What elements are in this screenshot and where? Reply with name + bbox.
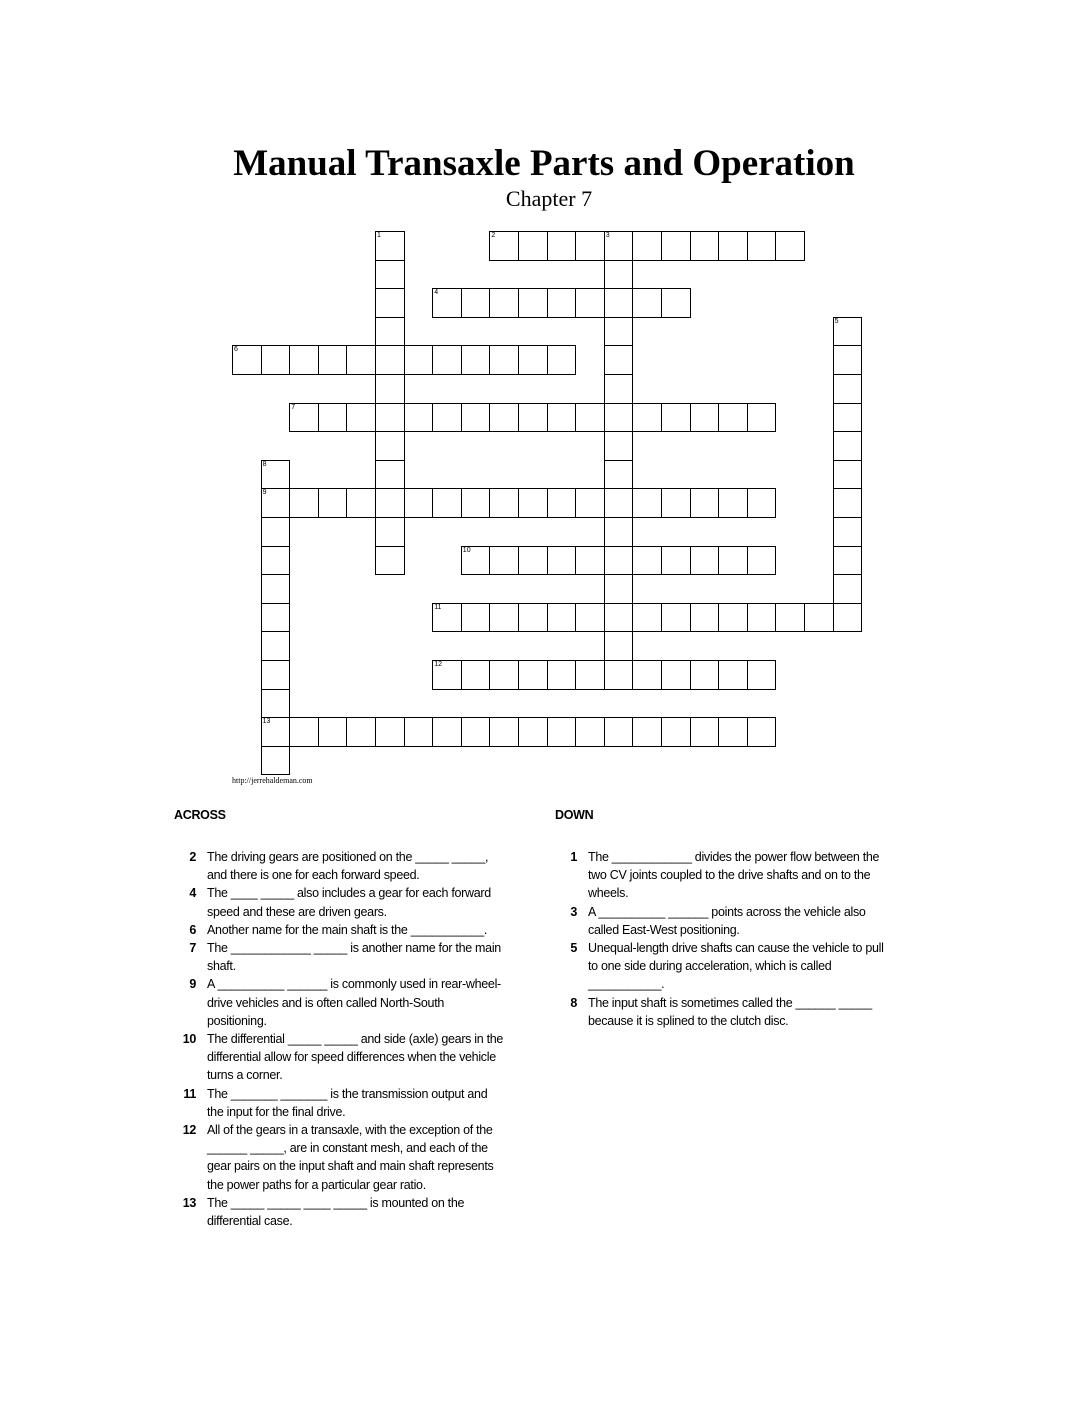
clue-number: 9 (189, 977, 196, 992)
across-clue-9 (174, 975, 504, 1030)
crossword-cell[interactable] (461, 717, 491, 747)
clue-text: A __________ ______ is commonly used in rear-wheel-drive vehicles and is often called North-South positioning. (207, 977, 501, 1028)
crossword-cell[interactable] (518, 717, 548, 747)
clue-number: 3 (570, 904, 577, 919)
crossword-cell[interactable] (604, 517, 634, 547)
crossword-cell[interactable] (661, 231, 691, 261)
crossword-cell[interactable] (718, 717, 748, 747)
clue-number: 5 (570, 941, 577, 956)
crossword-cell[interactable] (375, 488, 405, 518)
crossword-cell[interactable] (804, 603, 834, 633)
crossword-cell[interactable] (690, 546, 720, 576)
clue-text: The ____________ _____ is another name for the main shaft. (207, 941, 501, 974)
crossword-cell[interactable] (261, 517, 291, 547)
across-clue-list (174, 848, 504, 1230)
crossword-cell[interactable] (489, 717, 519, 747)
clue-number: 12 (434, 661, 442, 668)
crossword-cell[interactable] (575, 660, 605, 690)
crossword-cell[interactable] (375, 403, 405, 433)
crossword-cell[interactable] (661, 488, 691, 518)
crossword-cell[interactable] (461, 546, 491, 576)
crossword-cell[interactable] (461, 345, 491, 375)
crossword-cell[interactable] (261, 546, 291, 576)
crossword-cell[interactable] (261, 460, 291, 490)
crossword-cell[interactable] (690, 717, 720, 747)
across-clue-12 (174, 1121, 504, 1194)
crossword-cell[interactable] (604, 603, 634, 633)
crossword-cell[interactable] (632, 717, 662, 747)
crossword-cell[interactable] (432, 403, 462, 433)
down-heading: DOWN (555, 808, 594, 822)
crossword-cell[interactable] (318, 345, 348, 375)
crossword-cell[interactable] (318, 403, 348, 433)
crossword-cell[interactable] (575, 603, 605, 633)
clue-number: 6 (234, 346, 238, 354)
crossword-cell[interactable] (318, 717, 348, 747)
crossword-cell[interactable] (690, 231, 720, 261)
across-heading: ACROSS (174, 808, 226, 822)
crossword-cell[interactable] (432, 488, 462, 518)
crossword-cell[interactable] (747, 231, 777, 261)
crossword-cell[interactable] (632, 660, 662, 690)
crossword-cell[interactable] (661, 546, 691, 576)
crossword-cell[interactable] (232, 345, 262, 375)
crossword-cell[interactable] (833, 345, 863, 375)
crossword-cell[interactable] (432, 345, 462, 375)
crossword-cell[interactable] (518, 603, 548, 633)
across-clue-7 (174, 939, 504, 975)
clue-text: The input shaft is sometimes called the ______ _____ because it is splined to the clutch disc. (588, 995, 872, 1028)
crossword-cell[interactable] (575, 231, 605, 261)
page-title: Manual Transaxle Parts and Operation (233, 143, 855, 184)
crossword-cell[interactable] (690, 603, 720, 633)
down-clues (555, 808, 885, 1030)
crossword-cell[interactable] (661, 403, 691, 433)
clue-text: All of the gears in a transaxle, with the exception of the ______ _____, are in constant mesh, and each of the gear pairs on the input shaft and main shaft represents the power paths for a particular gear ratio. (207, 1123, 494, 1192)
crossword-cell[interactable] (261, 631, 291, 661)
crossword-cell[interactable] (518, 288, 548, 318)
crossword-cell[interactable] (547, 488, 577, 518)
clue-number: 9 (262, 489, 267, 497)
crossword-cell[interactable] (833, 546, 863, 576)
clue-text: The _____ _____ ____ _____ is mounted on the differential case. (207, 1195, 465, 1229)
crossword-cell[interactable] (518, 546, 548, 576)
crossword-cell[interactable] (375, 460, 405, 490)
crossword-cell[interactable] (261, 660, 291, 690)
crossword-cell[interactable] (632, 546, 662, 576)
clue-text: Another name for the main shaft is the ___________. (207, 922, 488, 937)
crossword-cell[interactable] (547, 345, 577, 375)
crossword-cell[interactable] (833, 603, 863, 633)
crossword-cell[interactable] (604, 631, 634, 661)
crossword-cell[interactable] (575, 403, 605, 433)
crossword-cell[interactable] (461, 403, 491, 433)
crossword-cell[interactable] (604, 460, 634, 490)
crossword-cell[interactable] (547, 717, 577, 747)
crossword-cell[interactable] (747, 717, 777, 747)
crossword-cell[interactable] (261, 345, 291, 375)
crossword-cell[interactable] (461, 288, 491, 318)
page-subtitle: Chapter 7 (505, 186, 593, 211)
crossword-cell[interactable] (547, 603, 577, 633)
across-clue-13 (174, 1194, 504, 1230)
across-clue-6 (174, 921, 504, 939)
crossword-cell[interactable] (604, 660, 634, 690)
clue-number: 10 (182, 1032, 196, 1047)
crossword-cell[interactable] (833, 374, 863, 404)
crossword-cell[interactable] (346, 488, 376, 518)
crossword-cell[interactable] (489, 488, 519, 518)
crossword-cell[interactable] (604, 288, 634, 318)
crossword-cell[interactable] (575, 288, 605, 318)
crossword-cell[interactable] (375, 431, 405, 461)
crossword-cell[interactable] (718, 231, 748, 261)
crossword-cell[interactable] (289, 345, 319, 375)
crossword-cell[interactable] (404, 345, 434, 375)
down-clue-list (555, 848, 885, 1030)
clue-number: 3 (605, 232, 610, 239)
crossword-cell[interactable] (575, 546, 605, 576)
crossword-cell[interactable] (547, 546, 577, 576)
crossword-cell[interactable] (718, 488, 748, 518)
clue-text: The _______ _______ is the transmission output and the input for the final drive. (207, 1086, 488, 1119)
crossword-cell[interactable] (289, 488, 319, 518)
clue-text: The ____________ divides the power flow between the two CV joints coupled to the drive shafts and on to the wheels. (588, 850, 880, 901)
crossword-cell[interactable] (261, 603, 291, 633)
across-clue-11 (174, 1085, 504, 1121)
across-clue-2 (174, 848, 504, 884)
clue-number: 2 (491, 232, 496, 239)
clue-number: 11 (183, 1086, 196, 1101)
crossword-cell[interactable] (375, 517, 405, 547)
crossword-cell[interactable] (833, 517, 863, 547)
crossword-cell[interactable] (575, 488, 605, 518)
crossword-cell[interactable] (604, 231, 634, 261)
crossword-cell[interactable] (632, 288, 662, 318)
clue-number: 11 (434, 603, 442, 611)
down-clue-3 (555, 903, 885, 939)
crossword-cell[interactable] (461, 660, 491, 690)
crossword-cell[interactable] (833, 317, 863, 347)
crossword-cell[interactable] (261, 689, 291, 719)
crossword-cell[interactable] (718, 403, 748, 433)
clue-text: Unequal-length drive shafts can cause the vehicle to pull to one side during acceleration, which is called ___________. (588, 941, 884, 992)
crossword-cell[interactable] (375, 260, 405, 290)
crossword-cell[interactable] (833, 403, 863, 433)
clue-number: 4 (189, 886, 196, 901)
down-clue-8 (555, 994, 885, 1030)
crossword-cell[interactable] (604, 574, 634, 604)
crossword-cell[interactable] (604, 317, 634, 347)
clue-number: 10 (462, 546, 471, 554)
crossword-cell[interactable] (775, 603, 805, 633)
clue-number: 2 (189, 850, 196, 864)
across-clue-4 (174, 884, 504, 920)
crossword-cell[interactable] (775, 231, 805, 261)
crossword-cell[interactable] (547, 288, 577, 318)
crossword-cell[interactable] (604, 717, 634, 747)
across-clues (174, 808, 504, 1230)
crossword-cell[interactable] (346, 403, 376, 433)
crossword-cell[interactable] (489, 660, 519, 690)
clue-text: A __________ ______ points across the vehicle also called East-West positioning. (588, 904, 866, 937)
crossword-cell[interactable] (604, 488, 634, 518)
clue-number: 8 (262, 460, 267, 468)
crossword-cell[interactable] (375, 546, 405, 576)
crossword-cell[interactable] (632, 403, 662, 433)
crossword-cell[interactable] (318, 488, 348, 518)
crossword-cell[interactable] (518, 660, 548, 690)
crossword-cell[interactable] (346, 345, 376, 375)
clue-text: The driving gears are positioned on the _____ _____, and there is one for each forward speed. (207, 850, 489, 883)
crossword-cell[interactable] (604, 403, 634, 433)
crossword-cell[interactable] (518, 403, 548, 433)
crossword-cell[interactable] (547, 660, 577, 690)
clue-number: 7 (189, 941, 196, 956)
crossword-cell[interactable] (489, 231, 519, 261)
crossword-cell[interactable] (604, 546, 634, 576)
crossword-cell[interactable] (747, 488, 777, 518)
across-clue-10 (174, 1030, 504, 1085)
clue-number: 13 (262, 718, 271, 726)
crossword-cell[interactable] (547, 403, 577, 433)
crossword-cell[interactable] (375, 717, 405, 747)
crossword-cell[interactable] (261, 574, 291, 604)
crossword-cell[interactable] (547, 231, 577, 261)
clue-text: The ____ _____ also includes a gear for each forward speed and these are driven gears. (207, 886, 491, 919)
down-clue-1 (555, 848, 885, 903)
clue-text: The differential _____ _____ and side (axle) gears in the differential allow for speed differences when the vehicle turns a corner. (207, 1032, 504, 1083)
crossword-cell[interactable] (661, 603, 691, 633)
crossword-cell[interactable] (489, 546, 519, 576)
crossword-cell[interactable] (575, 717, 605, 747)
crossword-cell[interactable] (604, 431, 634, 461)
clue-number: 1 (377, 232, 381, 239)
crossword-cell[interactable] (289, 403, 319, 433)
crossword-cell[interactable] (375, 317, 405, 347)
crossword-cell[interactable] (461, 488, 491, 518)
crossword-cell[interactable] (432, 288, 462, 318)
crossword-cell[interactable] (432, 660, 462, 690)
crossword-cell[interactable] (375, 345, 405, 375)
crossword-cell[interactable] (375, 374, 405, 404)
clue-number: 12 (182, 1123, 196, 1138)
crossword-cell[interactable] (833, 488, 863, 518)
crossword-cell[interactable] (489, 288, 519, 318)
crossword-cell[interactable] (375, 288, 405, 318)
crossword-cell[interactable] (461, 603, 491, 633)
down-clue-5 (555, 939, 885, 994)
clue-number: 13 (182, 1195, 196, 1210)
crossword-cell[interactable] (604, 374, 634, 404)
crossword-cell[interactable] (632, 231, 662, 261)
crossword-cell[interactable] (833, 574, 863, 604)
crossword-cell[interactable] (404, 717, 434, 747)
crossword-cell[interactable] (661, 717, 691, 747)
crossword-cell[interactable] (661, 660, 691, 690)
crossword-cell[interactable] (747, 546, 777, 576)
crossword-cell[interactable] (690, 660, 720, 690)
crossword-cell[interactable] (375, 231, 405, 261)
crossword-cell[interactable] (833, 431, 863, 461)
clue-number: 1 (570, 850, 577, 864)
crossword-cell[interactable] (489, 403, 519, 433)
clue-number: 8 (570, 995, 577, 1010)
crossword-cell[interactable] (718, 660, 748, 690)
crossword-cell[interactable] (518, 231, 548, 261)
crossword-cell[interactable] (833, 460, 863, 490)
clue-number: 5 (834, 317, 839, 325)
clue-number: 6 (189, 922, 196, 937)
clue-number: 4 (434, 289, 439, 297)
crossword-cell[interactable] (604, 345, 634, 375)
source-url: http://jerrehaldeman.com (232, 776, 313, 785)
crossword-cell[interactable] (518, 488, 548, 518)
clue-number: 7 (291, 403, 296, 411)
crossword-cell[interactable] (747, 660, 777, 690)
crossword-cell[interactable] (661, 288, 691, 318)
crossword-cell[interactable] (632, 603, 662, 633)
crossword-cell[interactable] (432, 603, 462, 633)
crossword-cell[interactable] (747, 403, 777, 433)
crossword-cell[interactable] (404, 488, 434, 518)
crossword-cell[interactable] (718, 603, 748, 633)
crossword-cell[interactable] (718, 546, 748, 576)
crossword-cell[interactable] (518, 345, 548, 375)
crossword-cell[interactable] (632, 488, 662, 518)
crossword-cell[interactable] (489, 345, 519, 375)
crossword-cell[interactable] (432, 717, 462, 747)
crossword-cell[interactable] (690, 488, 720, 518)
crossword-cell[interactable] (289, 717, 319, 747)
crossword-cell[interactable] (261, 717, 291, 747)
crossword-cell[interactable] (261, 488, 291, 518)
crossword-cell[interactable] (404, 403, 434, 433)
crossword-cell[interactable] (747, 603, 777, 633)
crossword-cell[interactable] (346, 717, 376, 747)
crossword-cell[interactable] (489, 603, 519, 633)
crossword-cell[interactable] (604, 260, 634, 290)
crossword-cell[interactable] (261, 746, 291, 776)
crossword-cell[interactable] (690, 403, 720, 433)
